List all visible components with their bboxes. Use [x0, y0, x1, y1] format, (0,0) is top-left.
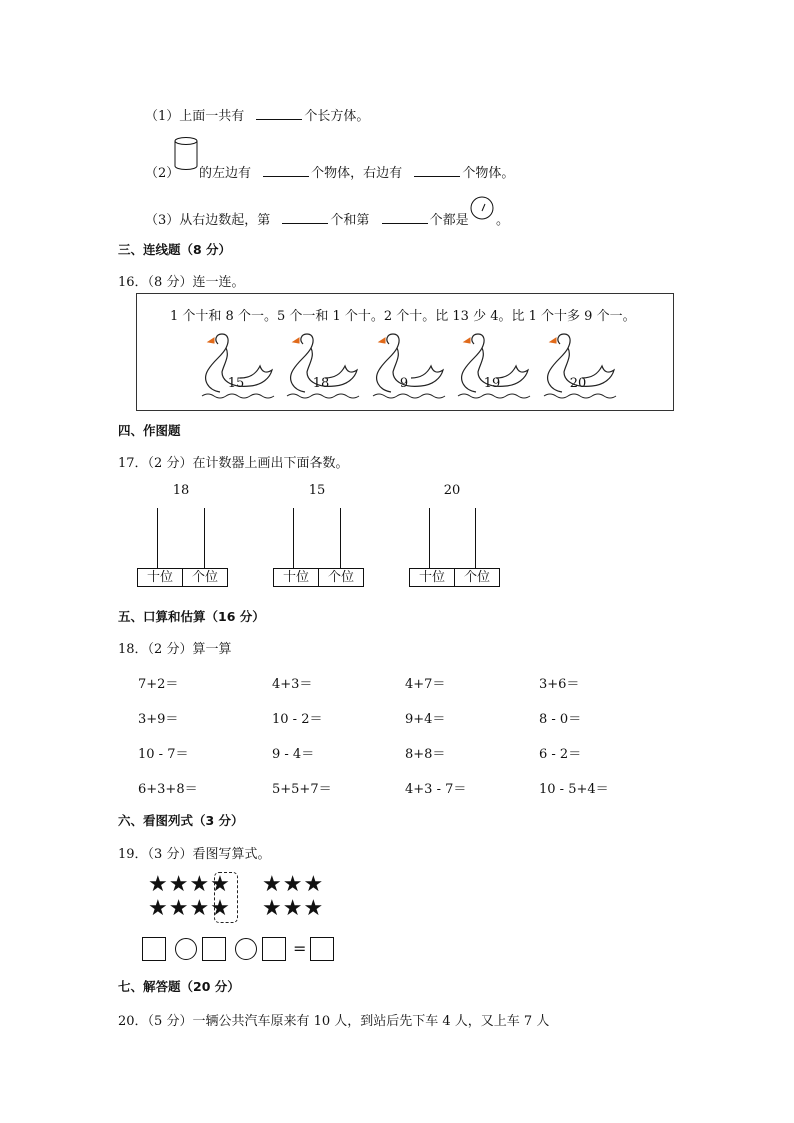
- ones-place-label: 个位: [318, 568, 364, 587]
- tens-place-label: 十位: [137, 568, 183, 587]
- answer-box[interactable]: [310, 937, 334, 961]
- question-stem: 19．（3 分）看图写算式。: [118, 847, 271, 862]
- star-group-left: ★★★★: [148, 896, 231, 921]
- tens-place-label: 十位: [273, 568, 319, 587]
- abacus-number: 15: [308, 483, 326, 498]
- swan-number: 15: [227, 376, 245, 391]
- calc-item: 3+9＝: [138, 712, 179, 727]
- abacus-rod: [204, 508, 205, 568]
- calc-item: 3+6＝: [539, 677, 580, 692]
- calc-item: 10 - 5+4＝: [539, 782, 609, 797]
- answer-blank[interactable]: [414, 163, 460, 177]
- section-heading: 五、口算和估算（16 分）: [118, 609, 265, 624]
- calc-item: 8+8＝: [405, 747, 446, 762]
- question-stem: 18．（2 分）算一算: [118, 642, 232, 657]
- star-group-left: ★★★★: [148, 872, 231, 897]
- abacus-rod: [475, 508, 476, 568]
- q15-part2: （2）: [145, 166, 180, 181]
- calc-item: 10 - 7＝: [138, 747, 189, 762]
- answer-blank[interactable]: [256, 106, 302, 120]
- abacus-rod: [157, 508, 158, 568]
- star-group-right: ★★★: [262, 896, 325, 921]
- section-heading: 六、看图列式（3 分）: [118, 813, 244, 828]
- star-group-right: ★★★: [262, 872, 325, 897]
- abacus-rod: [429, 508, 430, 568]
- calc-item: 10 - 2＝: [272, 712, 323, 727]
- abacus-rod: [293, 508, 294, 568]
- calc-item: 4+3＝: [272, 677, 313, 692]
- calc-item: 8 - 0＝: [539, 712, 582, 727]
- ones-place-label: 个位: [182, 568, 228, 587]
- tens-place-label: 十位: [409, 568, 455, 587]
- question-stem: 16．（8 分）连一连。: [118, 275, 245, 290]
- calc-item: 6 - 2＝: [539, 747, 582, 762]
- matching-descriptions: 1 个十和 8 个一。5 个一和 1 个十。2 个十。比 13 少 4。比 1 个十多 9 个一。: [170, 309, 636, 324]
- section-heading: 七、解答题（20 分）: [118, 979, 240, 994]
- answer-box[interactable]: [142, 937, 166, 961]
- q15-part2-text: 的左边有 个物体，右边有 个物体。: [199, 162, 514, 181]
- q15-part1: （1）上面一共有 个长方体。: [145, 105, 369, 124]
- answer-blank[interactable]: [263, 163, 309, 177]
- q15-part3: （3）从右边数起，第 个和第 个都是: [145, 209, 469, 228]
- calc-item: 5+5+7＝: [272, 782, 332, 797]
- swan-number: 9: [399, 376, 409, 391]
- operator-circle[interactable]: [175, 938, 197, 960]
- calc-item: 6+3+8＝: [138, 782, 198, 797]
- answer-box[interactable]: [202, 937, 226, 961]
- section-heading: 四、作图题: [118, 423, 181, 438]
- ones-place-label: 个位: [454, 568, 500, 587]
- question-stem: 20．（5 分）一辆公共汽车原来有 10 人，到站后先下车 4 人，又上车 7 人: [118, 1014, 550, 1029]
- operator-circle[interactable]: [235, 938, 257, 960]
- answer-box[interactable]: [262, 937, 286, 961]
- question-stem: 17．（2 分）在计数器上画出下面各数。: [118, 456, 349, 471]
- equals-sign: =: [293, 939, 307, 958]
- cylinder-icon: [173, 136, 199, 172]
- swan-number: 19: [483, 376, 501, 391]
- abacus-rod: [340, 508, 341, 568]
- swan-number: 20: [569, 376, 587, 391]
- answer-blank[interactable]: [382, 210, 428, 224]
- answer-blank[interactable]: [282, 210, 328, 224]
- ball-icon: [469, 196, 495, 220]
- calc-item: 9 - 4＝: [272, 747, 315, 762]
- abacus-number: 20: [443, 483, 461, 498]
- calc-item: 4+7＝: [405, 677, 446, 692]
- swan-number: 18: [312, 376, 330, 391]
- calc-item: 4+3 - 7＝: [405, 782, 467, 797]
- abacus-number: 18: [172, 483, 190, 498]
- calc-item: 7+2＝: [138, 677, 179, 692]
- calc-item: 9+4＝: [405, 712, 446, 727]
- section-heading: 三、连线题（8 分）: [118, 242, 232, 257]
- q15-part3-end: 。: [496, 213, 510, 228]
- dashed-selection-box: [214, 872, 238, 923]
